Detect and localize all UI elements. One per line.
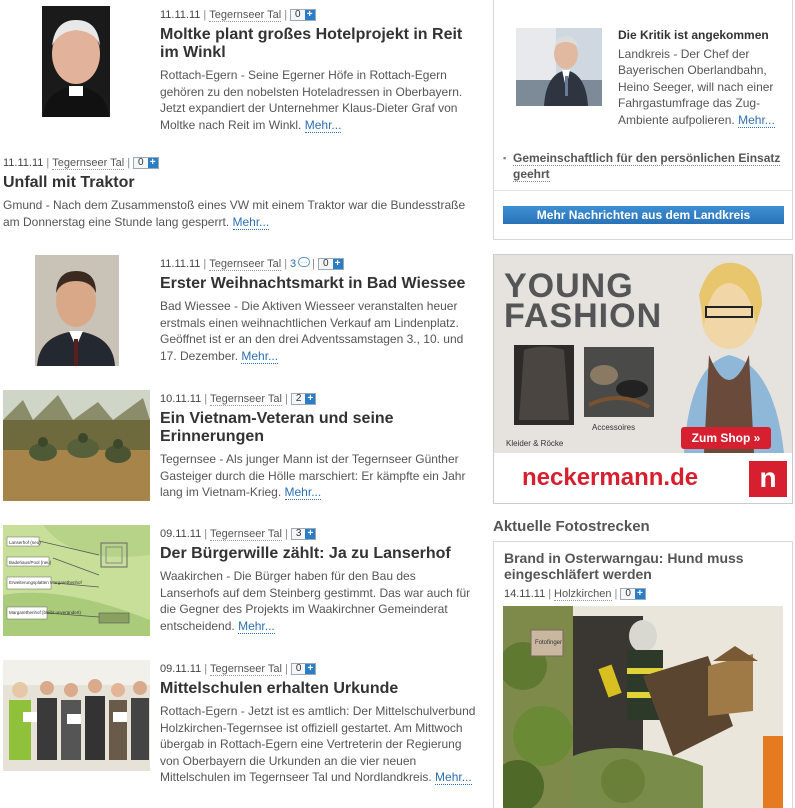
advertisement-banner[interactable]: [493, 254, 793, 504]
map-label: Lanserhof (neu): [9, 540, 41, 545]
article-meta: 09.11.11 | Tegernseer Tal | 0 +: [160, 662, 476, 676]
article-meta: 09.11.11 | Tegernseer Tal | 3 +: [160, 527, 476, 541]
article-category-link[interactable]: Tegernseer Tal: [210, 393, 282, 405]
article-date: 09.11.11: [160, 663, 202, 675]
article-date: 11.11.11: [160, 258, 201, 270]
article-title[interactable]: Ein Vietnam-Veteran und seine Erinnerungen: [160, 410, 394, 445]
article-teaser: Waakirchen - Die Bürger haben für den Bau des Lanserhofs auf dem Steinberg gestimmt. Das war auch für die Gegner des Projekts im Waakirchner Gemeinderat entscheidend. Mehr...: [160, 569, 471, 633]
plus-icon[interactable]: +: [305, 10, 315, 20]
recommend-counter[interactable]: 0 +: [620, 588, 646, 600]
article-title[interactable]: Mittelschulen erhalten Urkunde: [160, 680, 399, 697]
article-thumbnail[interactable]: [3, 390, 150, 501]
more-link[interactable]: Mehr...: [738, 112, 775, 127]
article-meta: 11.11.11 | Tegernseer Tal | 0 +: [160, 8, 476, 22]
article-category-link[interactable]: Tegernseer Tal: [210, 528, 282, 540]
article-date: 09.11.11: [160, 528, 202, 540]
article-title[interactable]: Der Bürgerwille zählt: Ja zu Lanserhof: [160, 545, 451, 562]
bullet-news-link[interactable]: ▪ Gemeinschaftlich für den persönlichen Einsatz geehrt: [503, 150, 789, 182]
gallery-date: 14.11.11: [504, 588, 546, 600]
article-title[interactable]: Unfall mit Traktor: [3, 174, 135, 191]
article-category-link[interactable]: Tegernseer Tal: [209, 258, 282, 270]
neckermann-logo-icon[interactable]: n: [749, 461, 787, 497]
gallery-meta: 14.11.11 | Holzkirchen | 0 +: [504, 587, 646, 601]
more-link[interactable]: Mehr...: [238, 618, 275, 633]
article-thumbnail[interactable]: [3, 6, 150, 117]
article-thumbnail[interactable]: [3, 255, 150, 366]
kritik-thumbnail[interactable]: [516, 28, 602, 106]
map-label: Erweiterungsplatten Margarethenhof: [9, 580, 82, 585]
article-category-link[interactable]: Tegernseer Tal: [210, 663, 282, 675]
article-item: [0, 255, 480, 375]
more-link[interactable]: Mehr...: [304, 117, 342, 132]
kritik-title[interactable]: Die Kritik ist angekommen: [618, 28, 769, 42]
more-link[interactable]: Mehr...: [284, 485, 322, 499]
article-category-link[interactable]: Tegernseer Tal: [52, 157, 125, 169]
article-thumbnail[interactable]: [3, 525, 150, 636]
gallery-category-link[interactable]: Holzkirchen: [554, 588, 612, 600]
article-thumbnail[interactable]: [3, 660, 150, 771]
article-title[interactable]: Erster Weihnachtsmarkt in Bad Wiessee: [160, 275, 466, 292]
article-teaser: Rottach-Egern - Jetzt ist es amtlich: Der Mittelschulverbund Holzkirchen-Tegernsee ist offiziell gestartet. Am Mittwoch übergab in Rottach-Egern eine Vertreterin der Regierung von Oberbayern die Urkunden an die vier neuen Mittelschulen im Tegernseer Tal und Nordlandkreis. Mehr...: [160, 704, 476, 784]
article-category-link[interactable]: Tegernseer Tal: [209, 9, 282, 21]
photo-gallery-box: [493, 541, 793, 808]
map-label: Margarethenhof (bleibt unverändert): [9, 610, 82, 615]
shop-button[interactable]: Zum Shop »: [681, 427, 771, 449]
article-title[interactable]: Moltke plant großes Hotelprojekt in Reit im Winkl: [160, 26, 463, 61]
article-meta: 10.11.11 | Tegernseer Tal | 2 +: [160, 392, 476, 406]
article-item: [0, 660, 480, 808]
article-item: [0, 156, 480, 236]
plus-icon[interactable]: +: [305, 664, 315, 674]
more-news-button[interactable]: Mehr Nachrichten aus dem Landkreis: [503, 206, 784, 224]
article-date: 10.11.11: [160, 393, 202, 405]
ad-brand-name[interactable]: neckermann.de: [522, 464, 699, 491]
comment-bubble-icon[interactable]: …: [298, 257, 310, 267]
landkreis-news-box: [493, 0, 793, 240]
article-date: 11.11.11: [3, 157, 44, 169]
divider: [494, 190, 792, 191]
article-item: [0, 6, 480, 131]
ad-headline: YOUNG FASHION: [504, 267, 663, 335]
article-item: [0, 390, 480, 510]
plus-icon[interactable]: +: [635, 589, 645, 599]
kritik-text: Landkreis - Der Chef der Bayerischen Oberlandbahn, Heino Seeger, will nach einer Fahrgastumfrage das Zug-Ambiente aufpolieren. Mehr...: [618, 47, 775, 127]
article-teaser: Bad Wiessee - Die Aktiven Wiesseer veranstalten heuer erstmals einen weihnachtlichen Verkauf am Lindenplatz. Geöffnet ist er an den drei Adventssamstagen 3., 10. und 17. Dezember. Mehr...: [160, 299, 464, 363]
recommend-counter[interactable]: 2 +: [291, 393, 317, 405]
article-teaser: Tegernsee - Als junger Mann ist der Tegernseer Günther Gasteiger durch die Hölle marschiert: Er kämpfte ein Jahr lang im Vietnam-Krieg. Mehr...: [160, 452, 466, 499]
plus-icon[interactable]: +: [148, 158, 158, 168]
gallery-image[interactable]: [503, 606, 783, 808]
map-label: Badehaus/Pool (neu): [9, 560, 52, 565]
article-item: [0, 525, 480, 645]
article-meta: 11.11.11 | Tegernseer Tal | 3 … | 0 +: [160, 257, 476, 271]
section-heading: Aktuelle Fotostrecken: [493, 518, 650, 535]
comment-count-link[interactable]: 3: [290, 258, 297, 270]
plus-icon[interactable]: +: [305, 394, 315, 404]
more-link[interactable]: Mehr...: [241, 348, 279, 363]
recommend-counter[interactable]: 0 +: [318, 258, 344, 270]
kritik-teaser: [618, 28, 790, 128]
more-link[interactable]: Mehr...: [232, 214, 270, 229]
plus-icon[interactable]: +: [333, 259, 343, 269]
article-teaser: Rottach-Egern - Seine Egerner Höfe in Rottach-Egern gehören zu den nobelsten Hoteladressen in Oberbayern. Jetzt expandiert der Unternehmer Klaus-Dieter Graf von Moltke nach Reit im Winkl. Mehr...: [160, 68, 463, 132]
article-date: 11.11.11: [160, 9, 201, 21]
plus-icon[interactable]: +: [305, 529, 315, 539]
ad-category-label: Accessoires: [592, 423, 636, 432]
house-sign-text: Fotofinger: [535, 640, 563, 646]
article-teaser: Gmund - Nach dem Zusammenstoß eines VW mit einem Traktor war die Bundesstraße am Donnerstag eine Stunde lang gesperrt. Mehr...: [3, 198, 466, 229]
gallery-title[interactable]: Brand in Osterwarngau: Hund muss eingeschläfert werden: [504, 550, 744, 582]
recommend-counter[interactable]: 0 +: [291, 663, 317, 675]
ad-category-label: Kleider & Röcke: [506, 439, 564, 448]
more-link[interactable]: Mehr...: [435, 770, 472, 784]
article-meta: 11.11.11 | Tegernseer Tal | 0 +: [3, 156, 473, 170]
recommend-counter[interactable]: 0 +: [133, 157, 159, 169]
recommend-counter[interactable]: 3 +: [291, 528, 317, 540]
recommend-counter[interactable]: 0 +: [290, 9, 316, 21]
ad-brand-bar: [494, 453, 792, 503]
